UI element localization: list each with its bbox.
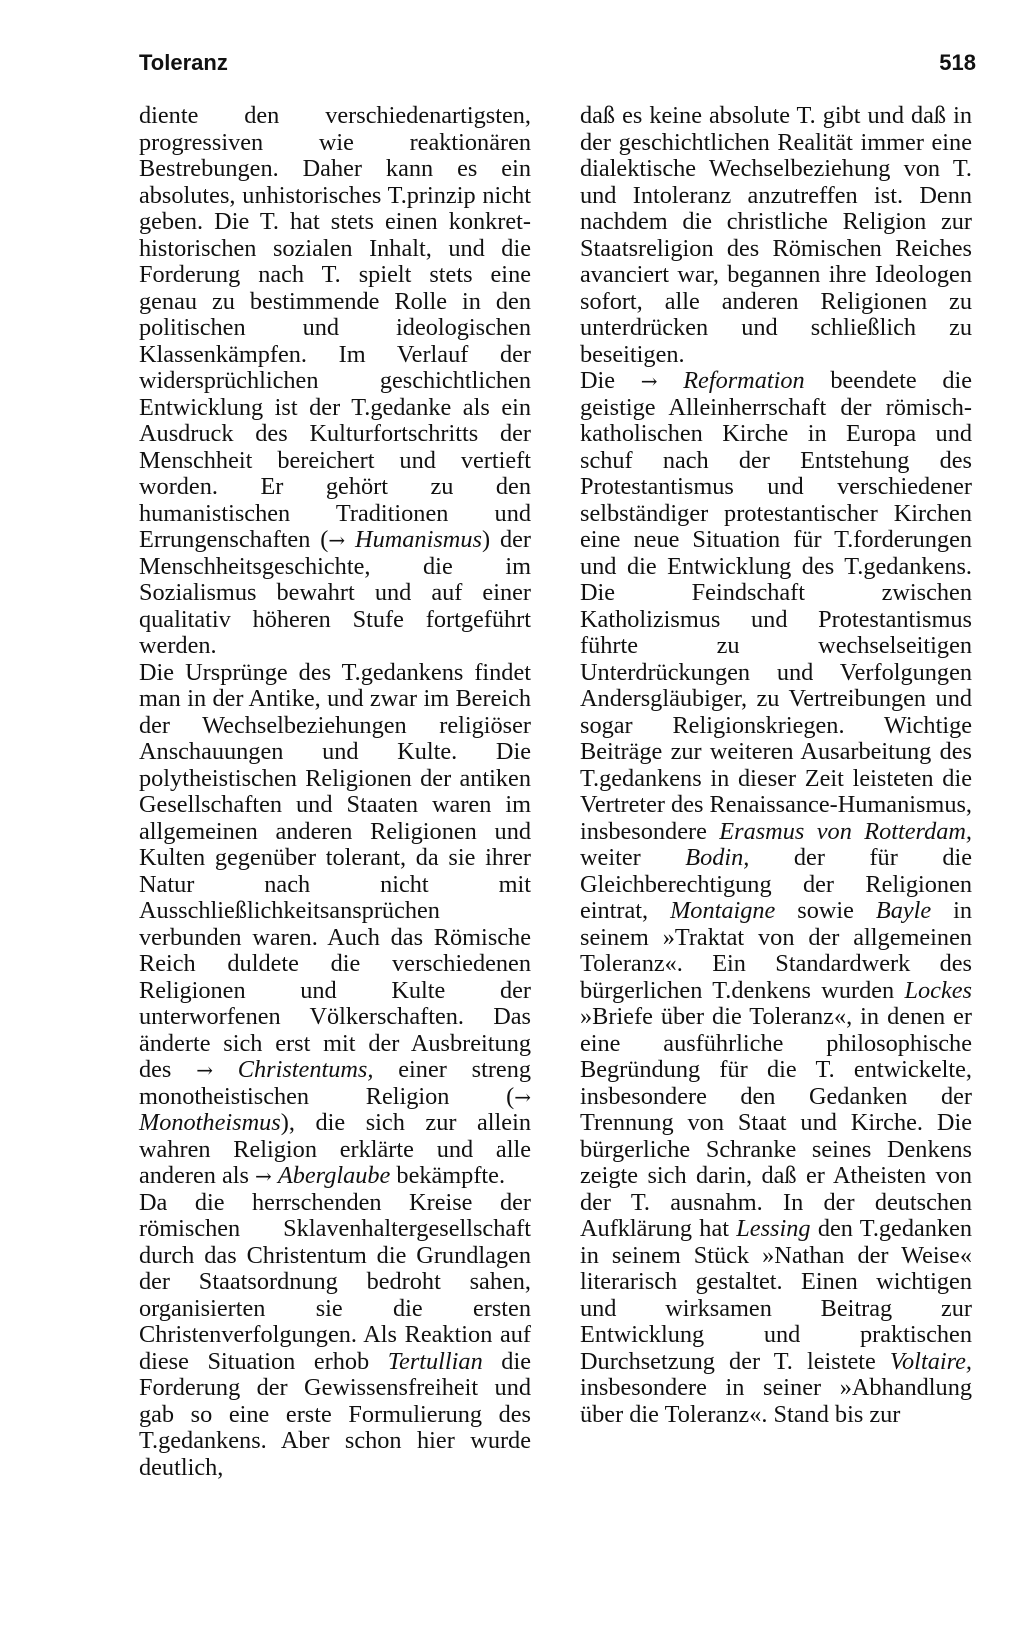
cross-reference: Aberglaube [277,1162,391,1189]
person-name: Lessing [736,1215,811,1242]
cross-reference: Reformation [683,367,805,394]
left-column [139,103,531,1481]
paragraph: diente den verschiedenartigsten, progressiven wie reaktionären Bestrebungen. Daher kann es ein absolutes, unhistorisches T.prinzip nicht geben. Die T. hat stets einen konkret-historischen sozialen Inhalt, und die Forderung nach T. spielt stets eine genau zu bestimmende Rolle in den politischen und ideologischen Klassenkämpfen. Im Verlauf der widersprüchlichen geschichtlichen Entwicklung ist der T.gedanke als ein Ausdruck des Kulturfortschritts der Menschheit bereichert und vertieft worden. Er gehört zu den humanistischen Traditionen und Errungenschaften (→ Humanismus) der Menschheitsgeschichte, die im Sozialismus bewahrt und auf einer qualitativ höheren Stufe fortgeführt werden. [139,102,531,659]
header-title: Toleranz [139,50,228,75]
paragraph: Die → Reformation beendete die geistige Alleinherrschaft der römisch-katholischen Kirche in Europa und schuf nach der Entstehung des Protestantismus und verschiedener selbständiger protestantischer Kirchen eine neue Situation für T.forderungen und die Entwicklung des T.gedankens. Die Feindschaft zwischen Katholizismus und Protestantismus führte zu wechselseitigen Unterdrückungen und Verfolgungen Andersgläubiger, zu Vertreibungen und sogar Religionskriegen. Wichtige Beiträge zur weiteren Ausarbeitung des T.gedankens in dieser Zeit leisteten die Vertreter des Renaissance-Humanismus, insbesondere Erasmus von Rotterdam, weiter Bodin, der für die Gleichberechtigung der Religionen eintrat, Montaigne sowie Bayle in seinem »Traktat von der allgemeinen Toleranz«. Ein Standardwerk des bürgerlichen T.denkens wurden Lockes »Briefe über die Toleranz«, in denen er eine ausführliche philosophische Begründung für die T. entwickelte, insbesondere den Gedanken der Trennung von Staat und Kirche. Die bürgerliche Schranke seines Denkens zeigte sich darin, daß er Atheisten von der T. ausnahm. In der deutschen Aufklärung hat Lessing den T.gedanken in seinem Stück »Nathan der Weise« literarisch gestaltet. Einen wichtigen und wirksamen Beitrag zur Entwicklung und praktischen Durchsetzung der T. leistete Voltaire, insbesondere in seiner »Abhandlung über die Toleranz«. Stand bis zur [580,367,973,1428]
arrow-icon: → [514,1084,531,1109]
person-name: Tertullian [387,1347,483,1375]
right-column [580,103,972,1428]
person-name: Lockes [904,976,972,1004]
person-name: Montaigne [670,897,776,924]
paragraph: Da die herrschenden Kreise der römischen Sklavenhaltergesellschaft durch das Christentum die Grundlagen der Staatsordnung bedroht sahen, organisierten sie die ersten Christenverfolgungen. Als Reaktion auf diese Situation erhob Tertullian die Forderung der Gewissensfreiheit und gab so eine erste Formulierung des T.gedankens. Aber schon hier wurde deutlich, [139,1188,531,1481]
page-number: 518 [939,50,976,75]
person-name: Bodin, [685,844,750,871]
person-name: Bayle [875,897,932,924]
cross-reference: Humanismus [355,526,482,553]
cross-reference: Monotheismus [139,1109,281,1136]
paragraph: Die Ursprünge des T.gedankens findet man in der Antike, und zwar im Bereich der Wechselbeziehungen religiöser Anschauungen und Kulte. Die polytheistischen Religionen der antiken Gesellschaften und Staaten waren im allgemeinen anderen Religionen und Kulten gegenüber tolerant, da sie ihrer Natur nach nicht mit Ausschließlichkeitsansprüchen verbunden waren. Auch das Römische Reich duldete die verschiedenen Religionen und Kulte der unterworfenen Völkerschaften. Das änderte sich erst mit der Ausbreitung des → Christentums, einer streng monotheistischen Religion (→ Monotheismus), die sich zur allein wahren Religion erklärte und alle anderen als → Aberglaube bekämpfte. [139,658,532,1189]
arrow-icon: → [640,369,658,393]
paragraph: daß es keine absolute T. gibt und daß in der geschichtlichen Realität immer eine dialektische Wechselbeziehung von T. und Intoleranz anzutreffen ist. Denn nachdem die christliche Religion zur Staatsreligion des Römischen Reiches avanciert war, begannen ihre Ideologen sofort, alle anderen Religionen zu unterdrücken und schließlich zu beseitigen. [580,102,972,368]
running-header [139,50,976,84]
person-name: Voltaire, [889,1347,972,1375]
person-name: Erasmus von Rotterdam, [719,817,973,845]
arrow-icon: → [328,528,346,552]
arrow-icon: → [255,1164,272,1188]
arrow-icon: → [196,1058,213,1082]
cross-reference: Christentums, [237,1056,374,1083]
